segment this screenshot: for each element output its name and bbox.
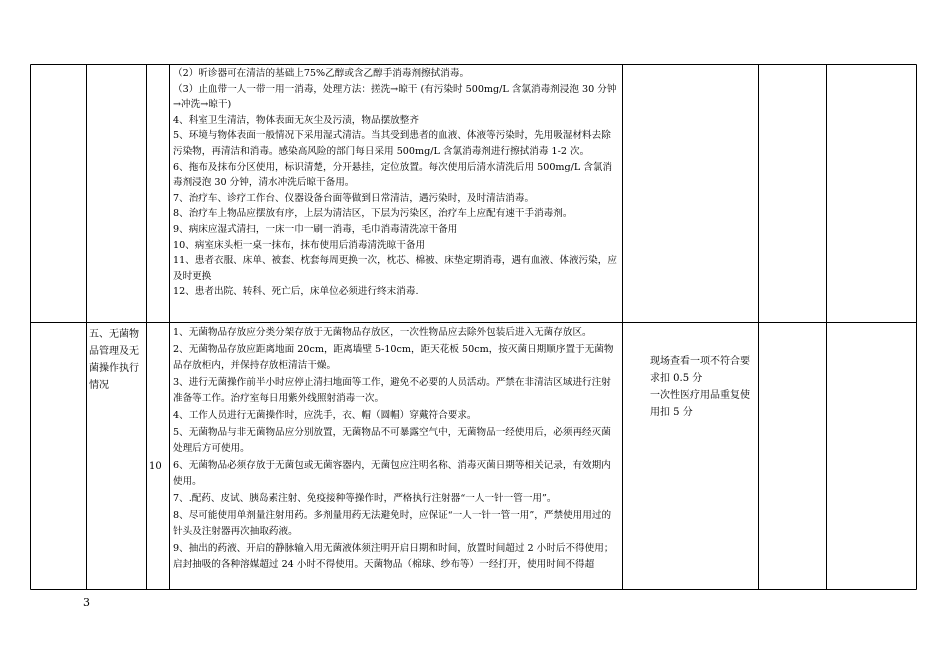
list-item: 10、病室床头柜一桌一抹布，抹布使用后消毒清洗晾干备用: [173, 239, 426, 251]
list-item: 8、治疗车上物品应摆放有序，上层为清洁区，下层为污染区，治疗车上应配有速干手消毒剂。: [173, 208, 573, 220]
deduction-item: 现场查看一项不符合要求扣 0.5 分: [650, 356, 750, 384]
page-number: 3: [83, 596, 90, 609]
list-item: 5、无菌物品与非无菌物品应分别放置，无菌物品不可暴露空气中，无菌物品一经使用后，必须再经灭菌处理后方可使用。: [173, 426, 611, 455]
list-item: 9、病床应湿式清扫，一床一巾一刷一消毒，毛巾消毒清洗凉干备用: [173, 223, 458, 235]
list-item: 4、工作人员进行无菌操作时，应洗手，衣、帽（圆帽）穿戴符合要求。: [173, 409, 477, 421]
list-item: 7、治疗车、诊疗工作台、仪器设备台面等做到日常清洁，遇污染时，及时清洁消毒。: [173, 192, 535, 204]
list-item: （2）听诊器可在清洁的基础上75%乙醇或含乙醇手消毒剂擦拭消毒。: [173, 68, 470, 79]
list-item: 7、.配药、皮试、胰岛素注射、免疫接种等操作时，严格执行注射器“一人一针一管一用”。: [173, 492, 557, 504]
list-item: 6、无菌物品必须存放于无菌包或无菌容器内，无菌包应注明名称、消毒灭菌日期等相关记录，有效期内使用。: [173, 459, 611, 488]
list-item: 3、进行无菌操作前半小时应停止清扫地面等工作，避免不必要的人员活动。严禁在非清洁区域进行注射准备等工作。治疗室每日用紫外线照射消毒一次。: [173, 376, 611, 405]
list-item: 8、尽可能使用单剂量注射用药。多剂量用药无法避免时，应保证“一人一针一管一用”，严禁使用用过的针头及注射器再次抽取药液。: [173, 509, 612, 538]
section-title: 五、无菌物品管理及无菌操作执行情况: [89, 329, 139, 391]
deduction-rules: [650, 353, 758, 421]
list-item: 6、拖布及抹布分区使用，标识清楚，分开悬挂，定位放置。每次使用后清水清洗后用 500mg/L 含氯消毒剂浸泡 30 分钟，清水冲洗后晾干备用。: [173, 161, 613, 189]
list-item: 1、无菌物品存放应分类分架存放于无菌物品存放区，一次性物品应去除外包装后进入无菌存放区。: [173, 327, 592, 338]
list-item: 4、科室卫生清洁，物体表面无灰尘及污渍，物品摆放整齐: [173, 114, 419, 126]
list-item: （3）止血带一人一带一用一消毒，处理方法：搓洗→晾干 (有污染时 500mg/L 含氯消毒剂浸泡 30 分钟→冲洗→晾干): [173, 83, 617, 111]
list-item: 9、抽出的药液、开启的静脉输入用无菌液体须注明开启日期和时间，放置时间超过 2 小时后不得使用；启封抽吸的各种溶媒超过 24 小时不得使用。天菌物品（棉球、纱布等）一经打开，使用时间不得超: [173, 542, 614, 571]
list-item: 5、环境与物体表面一般情况下采用湿式清洁。当其受到患者的血液、体液等污染时，先用吸湿材料去除污染物，再清洁和消毒。感染高风险的部门每日采用 500mg/L 含氯消毒剂进行擦拭消毒 1-2 次。: [173, 130, 611, 157]
score-value: 10: [149, 461, 162, 472]
bottom-row-content: [173, 325, 619, 588]
list-item: 12、患者出院、转科、死亡后，床单位必须进行终末消毒.: [173, 286, 419, 298]
top-row-content: [173, 66, 619, 321]
list-item: 2、无菌物品存放应距离地面 20cm，距离墙壁 5-10cm，距天花板 50cm，按灭菌日期顺序置于无菌物品存放柜内，并保持存放柜清洁干燥。: [173, 343, 614, 372]
list-item: 11、患者衣服、床单、被套、枕套每周更换一次，枕芯、棉被、床垫定期消毒，遇有血液、体液污染，应及时更换: [173, 255, 617, 282]
deduction-item: 一次性医疗用品重复使用扣 5 分: [650, 390, 750, 418]
